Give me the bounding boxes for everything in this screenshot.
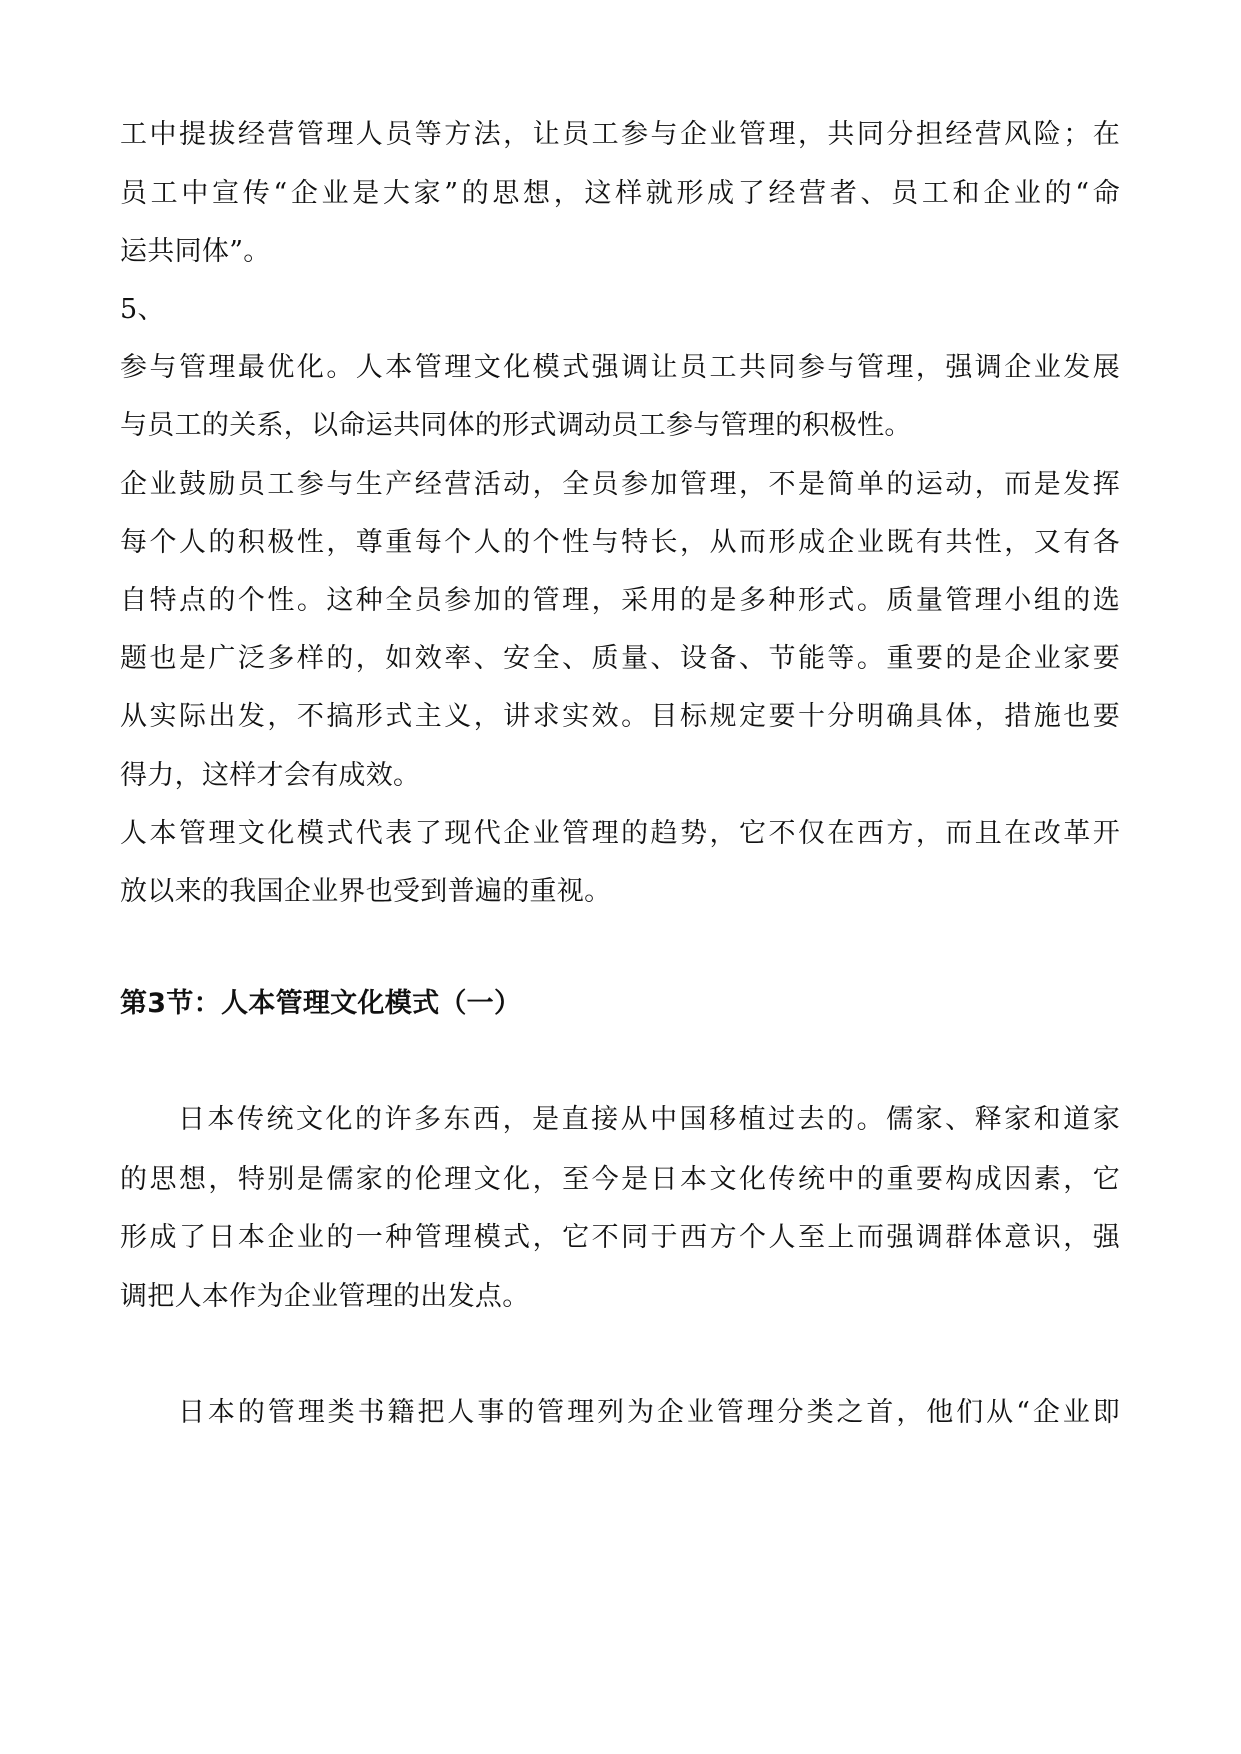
- paragraph-line: 日本的管理类书籍把人事的管理列为企业管理分类之首，他们从“企业即: [178, 1397, 1120, 1428]
- paragraph-line: 与员工的关系，以命运共同体的形式调动员工参与管理的积极性。: [120, 410, 912, 441]
- paragraph-line: 日本传统文化的许多东西，是直接从中国移植过去的。儒家、释家和道家: [178, 1104, 1120, 1135]
- paragraph-line: 的思想，特别是儒家的伦理文化，至今是日本文化传统中的重要构成因素，它: [120, 1164, 1120, 1195]
- paragraph-line: 每个人的积极性，尊重每个人的个性与特长，从而形成企业既有共性，又有各: [120, 527, 1120, 558]
- paragraph-line: 形成了日本企业的一种管理模式，它不同于西方个人至上而强调群体意识，强: [120, 1222, 1120, 1253]
- paragraph-line: 调把人本作为企业管理的出发点。: [120, 1281, 530, 1312]
- paragraph-line: 题也是广泛多样的，如效率、安全、质量、设备、节能等。重要的是企业家要: [120, 643, 1120, 674]
- paragraph-line: 企业鼓励员工参与生产经营活动，全员参加管理，不是简单的运动，而是发挥: [120, 469, 1120, 500]
- item-number: 5、: [120, 294, 165, 325]
- paragraph-line: 参与管理最优化。人本管理文化模式强调让员工共同参与管理，强调企业发展: [120, 352, 1120, 383]
- paragraph-line: 员工中宣传“企业是大家”的思想，这样就形成了经营者、员工和企业的“命: [120, 178, 1120, 209]
- paragraph-line: 自特点的个性。这种全员参加的管理，采用的是多种形式。质量管理小组的选: [120, 585, 1120, 616]
- paragraph-line: 得力，这样才会有成效。: [120, 760, 421, 791]
- paragraph-line: 工中提拔经营管理人员等方法，让员工参与企业管理，共同分担经营风险；在: [120, 119, 1120, 150]
- paragraph-line: 运共同体”。: [120, 236, 271, 267]
- paragraph-line: 放以来的我国企业界也受到普遍的重视。: [120, 876, 612, 907]
- paragraph-line: 从实际出发，不搞形式主义，讲求实效。目标规定要十分明确具体，措施也要: [120, 701, 1120, 732]
- section-heading: 第3节：人本管理文化模式（一）: [120, 988, 522, 1019]
- paragraph-line: 人本管理文化模式代表了现代企业管理的趋势，它不仅在西方，而且在改革开: [120, 818, 1120, 849]
